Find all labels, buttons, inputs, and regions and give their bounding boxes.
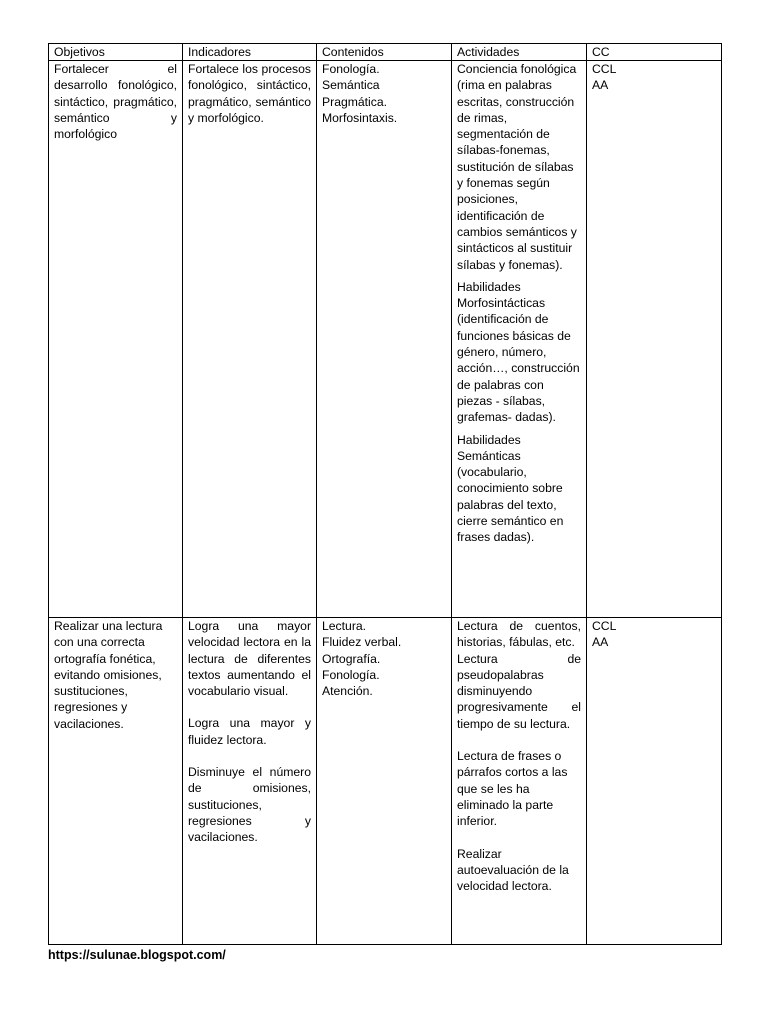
- row1-actividad-paragraph: Conciencia fonológica (rima en palabras escritas, construcción de rimas, segmentación de sílabas-fonemas, sustitución de sílabas y fonemas según posiciones, identificación de cambios semánticos y sintácticos al sustituir sílabas y fonemas).: [457, 62, 577, 272]
- row1-objetivos-text: Fortalecer el desarrollo fonológico, sintáctico, pragmático, semántico y morfológico: [54, 62, 177, 142]
- row2-indicadores-cell: [183, 618, 317, 945]
- row2-contenido-item: Ortografía.: [322, 651, 381, 666]
- row1-indicadores-cell: [183, 61, 317, 618]
- header-actividades: Actividades: [452, 44, 587, 61]
- header-contenidos: Contenidos: [317, 44, 452, 61]
- row2-indicador-paragraph: Logra una mayor velocidad lectora en la lectura de diferentes textos aumentando el vocabulario visual.: [188, 619, 311, 699]
- row2-contenido-item: Atención.: [322, 684, 373, 699]
- row1-cc-item: CCL: [592, 62, 617, 76]
- row2-actividad-paragraph: Realizar autoevaluación de la velocidad lectora.: [457, 846, 569, 894]
- footer-url-link[interactable]: https://sulunae.blogspot.com/: [48, 948, 226, 962]
- row2-actividad-paragraph: Lectura de frases o párrafos cortos a las que se les ha eliminado la parte inferior.: [457, 749, 568, 829]
- row2-indicador-paragraph: Disminuye el número de omisiones, sustituciones, regresiones y vacilaciones.: [188, 765, 311, 845]
- table-header: [49, 44, 722, 61]
- row2-contenido-item: Fluidez verbal.: [322, 635, 402, 650]
- row2-objetivos-cell: [49, 618, 183, 945]
- row2-cc-cell: [587, 618, 722, 945]
- row2-contenido-item: Fonología.: [322, 667, 380, 682]
- row2-actividades-cell: [452, 618, 587, 945]
- row1-contenido-item: Semántica: [322, 78, 380, 93]
- row1-contenido-item: Morfosintaxis.: [322, 110, 398, 125]
- row1-contenido-item: Pragmática.: [322, 94, 388, 109]
- row2-indicador-paragraph: Logra una mayor y fluidez lectora.: [188, 716, 311, 747]
- table-row: [49, 61, 722, 618]
- table-row: [49, 618, 722, 945]
- row1-objetivos-cell: [49, 61, 183, 618]
- row2-actividad-paragraph: Lectura de cuentos, historias, fábulas, etc.: [457, 619, 581, 650]
- header-cc: CC: [587, 44, 722, 61]
- row2-cc-item: AA: [592, 635, 609, 650]
- header-indicadores: Indicadores: [183, 44, 317, 61]
- lesson-plan-table: [48, 43, 722, 945]
- header-objetivos: Objetivos: [49, 44, 183, 61]
- row1-contenidos-cell: [317, 61, 452, 618]
- row1-contenido-item: Fonología.: [322, 62, 380, 76]
- row2-cc-item: CCL: [592, 619, 617, 633]
- row1-cc-cell: [587, 61, 722, 618]
- row2-contenido-item: Lectura.: [322, 619, 367, 633]
- row2-objetivos-text: Realizar una lectura con una correcta ortografía fonética, evitando omisiones, sustituciones, regresiones y vacilaciones.: [54, 619, 163, 731]
- row2-contenidos-cell: [317, 618, 452, 945]
- row1-actividades-cell: [452, 61, 587, 618]
- row1-cc-item: AA: [592, 78, 609, 93]
- row2-actividad-paragraph: Lectura de pseudopalabras disminuyendo progresivamente el tiempo de su lectura.: [457, 651, 581, 731]
- row1-actividad-paragraph: Habilidades Morfosintácticas (identificación de funciones básicas de género, número, acción…, construcción de palabras con piezas - sílabas, grafemas- dadas).: [457, 279, 580, 425]
- row1-indicadores-text: Fortalece los procesos fonológico, sintáctico, pragmático, semántico y morfológico.: [188, 62, 311, 125]
- header-row: [49, 44, 722, 61]
- row1-actividad-paragraph: Habilidades Semánticas (vocabulario, conocimiento sobre palabras del texto, cierre semántico en frases dadas).: [457, 432, 564, 545]
